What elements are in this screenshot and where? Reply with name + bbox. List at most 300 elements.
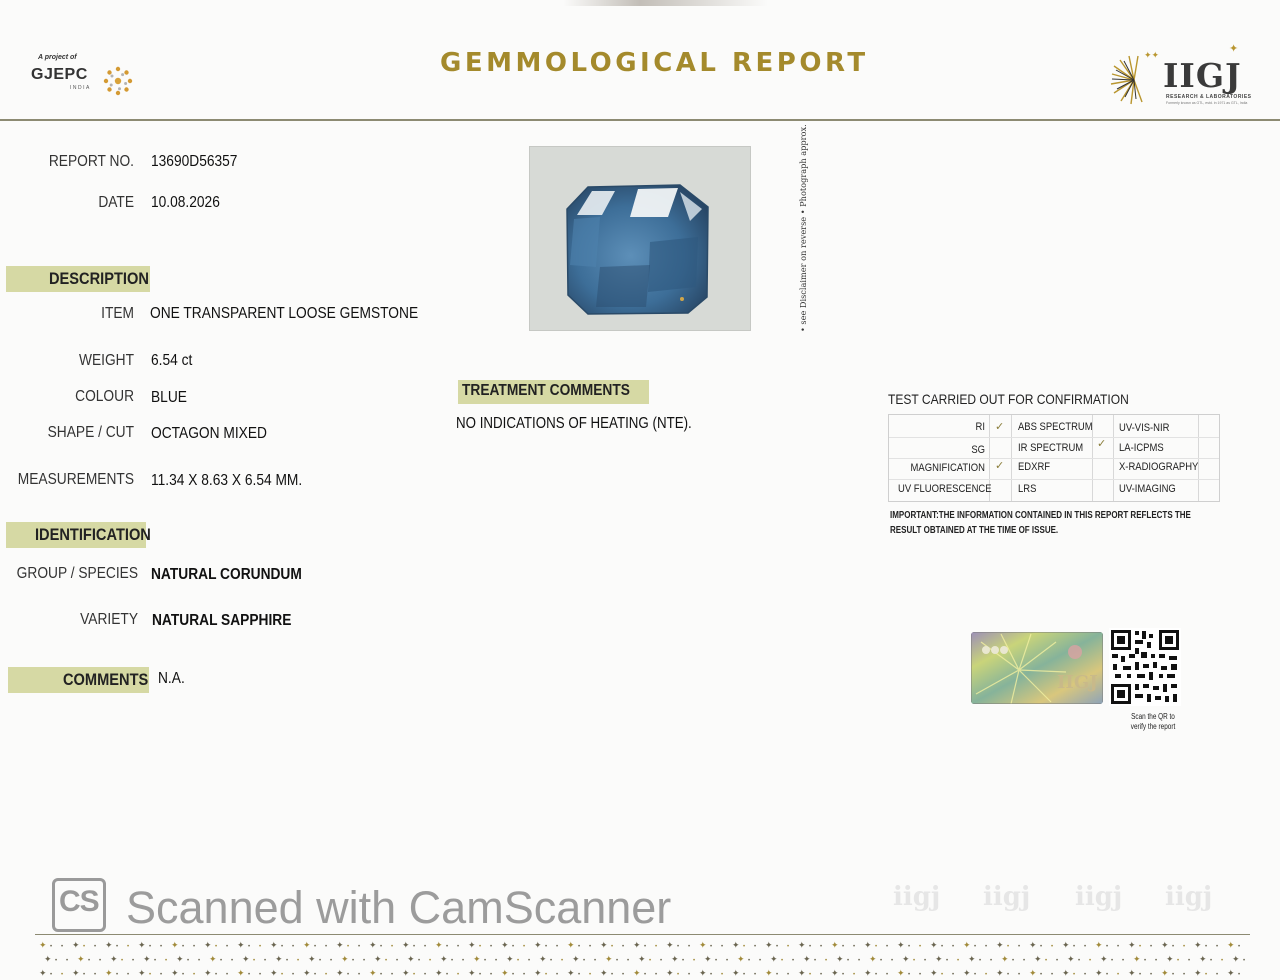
svg-text:✦: ✦	[1128, 940, 1136, 950]
svg-text:•: •	[457, 944, 460, 950]
svg-text:•: •	[1144, 958, 1147, 964]
test-uv-vis-nir: UV-VIS-NIR	[1119, 422, 1170, 434]
svg-text:•: •	[589, 944, 592, 950]
svg-text:✦: ✦	[341, 954, 349, 964]
svg-text:✦: ✦	[506, 954, 514, 964]
svg-text:✦: ✦	[699, 940, 707, 950]
svg-text:✦: ✦	[798, 940, 806, 950]
svg-text:•: •	[149, 972, 152, 978]
svg-text:✦: ✦	[402, 968, 410, 978]
svg-text:✦: ✦	[864, 968, 872, 978]
svg-text:•: •	[523, 944, 526, 950]
svg-text:✦: ✦	[1095, 968, 1103, 978]
svg-text:•: •	[985, 972, 988, 978]
svg-text:•: •	[1238, 944, 1241, 950]
svg-text:•: •	[908, 972, 911, 978]
svg-text:✦: ✦	[1232, 954, 1240, 964]
svg-text:•: •	[1040, 944, 1043, 950]
svg-text:•: •	[451, 958, 454, 964]
svg-text:•: •	[886, 972, 889, 978]
svg-text:•: •	[787, 972, 790, 978]
svg-text:•: •	[644, 944, 647, 950]
iigj-logo-icon	[1104, 48, 1164, 108]
svg-text:•: •	[418, 958, 421, 964]
svg-text:•: •	[292, 944, 295, 950]
svg-text:✦: ✦	[1133, 954, 1141, 964]
svg-text:•: •	[809, 972, 812, 978]
svg-text:•: •	[1051, 944, 1054, 950]
svg-text:•: •	[677, 944, 680, 950]
svg-text:•: •	[457, 972, 460, 978]
svg-text:✦: ✦	[567, 968, 575, 978]
footer-divider	[35, 934, 1250, 935]
svg-text:•: •	[1084, 944, 1087, 950]
svg-text:✦: ✦	[1199, 954, 1207, 964]
svg-text:•: •	[743, 944, 746, 950]
svg-text:•: •	[655, 944, 658, 950]
svg-text:•: •	[1150, 944, 1153, 950]
svg-text:•: •	[1210, 958, 1213, 964]
svg-text:•: •	[1040, 972, 1043, 978]
svg-text:•: •	[121, 958, 124, 964]
svg-text:•: •	[226, 944, 229, 950]
svg-text:✦: ✦	[176, 954, 184, 964]
gjepc-logo-text: GJEPC	[31, 66, 88, 83]
svg-text:✦: ✦	[369, 968, 377, 978]
svg-text:✦: ✦	[1161, 968, 1169, 978]
gjepc-tagline: A project of	[38, 54, 77, 61]
description-heading: DESCRIPTION	[6, 266, 150, 292]
svg-text:•: •	[479, 972, 482, 978]
svg-text:•: •	[215, 972, 218, 978]
svg-text:•: •	[787, 944, 790, 950]
tests-title: TEST CARRIED OUT FOR CONFIRMATION	[888, 391, 1129, 407]
svg-text:•: •	[578, 944, 581, 950]
svg-text:✦: ✦	[633, 940, 641, 950]
svg-text:•: •	[952, 972, 955, 978]
svg-text:✦: ✦	[1001, 954, 1009, 964]
svg-text:✦: ✦	[600, 968, 608, 978]
svg-text:•: •	[391, 944, 394, 950]
svg-text:•: •	[946, 958, 949, 964]
item-label: ITEM	[101, 305, 134, 322]
gjepc-logo-sub: INDIA	[70, 85, 91, 91]
watermark-logo: iigj	[893, 882, 941, 912]
svg-text:•: •	[424, 944, 427, 950]
svg-text:•: •	[814, 958, 817, 964]
svg-text:•: •	[347, 972, 350, 978]
test-magnification: MAGNIFICATION	[910, 462, 985, 474]
svg-text:•: •	[154, 958, 157, 964]
shape-cut-label: SHAPE / CUT	[47, 424, 135, 441]
svg-text:•: •	[924, 958, 927, 964]
svg-text:✦: ✦	[1128, 968, 1136, 978]
svg-text:•: •	[578, 972, 581, 978]
svg-text:✦: ✦	[699, 968, 707, 978]
svg-text:•: •	[259, 944, 262, 950]
watermark-logo: iigj	[1075, 882, 1123, 912]
svg-text:•: •	[259, 972, 262, 978]
svg-text:•: •	[1183, 972, 1186, 978]
colour-label: COLOUR	[75, 388, 134, 405]
qr-caption: Scan the QR to verify the report	[1130, 712, 1176, 731]
svg-text:✦: ✦	[275, 954, 283, 964]
svg-text:•: •	[583, 958, 586, 964]
colour-value: BLUE	[151, 389, 187, 406]
svg-text:•: •	[358, 944, 361, 950]
svg-text:•: •	[985, 944, 988, 950]
svg-text:•: •	[1221, 958, 1224, 964]
svg-text:•: •	[1111, 958, 1114, 964]
svg-text:•: •	[990, 958, 993, 964]
svg-text:•: •	[1177, 958, 1180, 964]
svg-text:✦: ✦	[237, 940, 245, 950]
svg-text:✦: ✦	[77, 954, 85, 964]
svg-text:•: •	[589, 972, 592, 978]
group-species-value: NATURAL CORUNDUM	[151, 566, 302, 583]
svg-text:•: •	[1122, 958, 1125, 964]
svg-text:•: •	[264, 958, 267, 964]
svg-text:•: •	[743, 972, 746, 978]
svg-text:•: •	[127, 944, 130, 950]
svg-text:✦: ✦	[534, 940, 542, 950]
test-uv-imaging: UV-IMAGING	[1119, 483, 1176, 495]
svg-text:•: •	[842, 944, 845, 950]
svg-text:•: •	[495, 958, 498, 964]
svg-text:•: •	[919, 972, 922, 978]
svg-text:✦: ✦	[1029, 968, 1037, 978]
svg-text:•: •	[1056, 958, 1059, 964]
test-sg: SG	[971, 444, 985, 456]
svg-text:•: •	[715, 958, 718, 964]
check-icon: ✓	[995, 421, 1005, 433]
svg-text:✦: ✦	[765, 968, 773, 978]
qr-code-icon[interactable]	[1109, 628, 1181, 706]
svg-text:•: •	[941, 944, 944, 950]
svg-text:•: •	[231, 958, 234, 964]
svg-text:•: •	[957, 958, 960, 964]
gjepc-logo-icon	[99, 62, 137, 100]
svg-text:•: •	[875, 944, 878, 950]
svg-text:•: •	[974, 944, 977, 950]
svg-text:✦: ✦	[831, 940, 839, 950]
svg-text:✦: ✦	[270, 940, 278, 950]
svg-text:✦: ✦	[204, 940, 212, 950]
gemstone-photo	[530, 147, 750, 330]
svg-text:•: •	[490, 972, 493, 978]
svg-text:✦: ✦	[572, 954, 580, 964]
svg-text:✦: ✦	[1166, 954, 1174, 964]
svg-text:✦: ✦	[303, 940, 311, 950]
svg-text:•: •	[1117, 944, 1120, 950]
test-uv-fluorescence: UV FLUORESCENCE	[898, 483, 992, 495]
svg-text:•: •	[616, 958, 619, 964]
svg-text:✦: ✦	[237, 968, 245, 978]
svg-text:✦: ✦	[968, 954, 976, 964]
svg-text:•: •	[94, 972, 97, 978]
svg-text:•: •	[820, 972, 823, 978]
svg-text:✦: ✦	[440, 954, 448, 964]
svg-text:✦: ✦	[374, 954, 382, 964]
svg-text:•: •	[913, 958, 916, 964]
svg-text:•: •	[297, 958, 300, 964]
svg-text:•: •	[61, 972, 64, 978]
svg-text:•: •	[50, 972, 53, 978]
svg-text:•: •	[193, 944, 196, 950]
iigj-logo-sub2: Formerly known as GTL, estd. in 1971 as GTL, India	[1166, 101, 1248, 105]
svg-text:•: •	[941, 972, 944, 978]
svg-text:•: •	[248, 944, 251, 950]
item-value: ONE TRANSPARENT LOOSE GEMSTONE	[150, 305, 419, 322]
svg-text:•: •	[99, 958, 102, 964]
svg-text:✦: ✦	[468, 968, 476, 978]
test-ri: RI	[975, 421, 985, 433]
svg-text:•: •	[611, 972, 614, 978]
variety-label: VARIETY	[80, 611, 138, 628]
svg-text:✦: ✦	[501, 940, 509, 950]
svg-text:•: •	[127, 972, 130, 978]
svg-text:•: •	[182, 944, 185, 950]
svg-text:•: •	[754, 972, 757, 978]
svg-text:✦: ✦	[539, 954, 547, 964]
svg-text:✦: ✦	[963, 968, 971, 978]
svg-text:•: •	[776, 972, 779, 978]
svg-text:•: •	[974, 972, 977, 978]
svg-text:•: •	[1139, 944, 1142, 950]
svg-text:✦: ✦	[770, 954, 778, 964]
svg-text:•: •	[512, 972, 515, 978]
date-value: 10.08.2026	[151, 194, 220, 211]
svg-text:✦: ✦	[468, 940, 476, 950]
svg-text:•: •	[396, 958, 399, 964]
svg-text:✦: ✦	[1029, 940, 1037, 950]
camscanner-icon: CS	[52, 878, 106, 932]
svg-text:•: •	[380, 972, 383, 978]
svg-text:✦: ✦	[44, 954, 52, 964]
svg-text:•: •	[1007, 944, 1010, 950]
svg-text:•: •	[649, 958, 652, 964]
svg-text:✦: ✦	[435, 940, 443, 950]
svg-text:•: •	[561, 958, 564, 964]
svg-text:•: •	[611, 944, 614, 950]
camscanner-text: Scanned with CamScanner	[126, 882, 672, 933]
svg-text:✦: ✦	[831, 968, 839, 978]
header-divider	[0, 119, 1280, 121]
svg-text:•: •	[853, 972, 856, 978]
weight-value: 6.54 ct	[151, 352, 193, 369]
svg-text:•: •	[721, 972, 724, 978]
svg-text:•: •	[193, 972, 196, 978]
svg-text:•: •	[1117, 972, 1120, 978]
svg-text:•: •	[61, 944, 64, 950]
svg-text:✦: ✦	[1194, 968, 1202, 978]
svg-text:✦: ✦	[836, 954, 844, 964]
svg-text:✦: ✦	[402, 940, 410, 950]
svg-text:•: •	[314, 972, 317, 978]
test-la-icpms: LA-ICPMS	[1119, 442, 1164, 454]
svg-text:•: •	[132, 958, 135, 964]
svg-text:•: •	[556, 944, 559, 950]
svg-text:•: •	[314, 944, 317, 950]
shape-cut-value: OCTAGON MIXED	[151, 425, 267, 442]
svg-text:✦: ✦	[204, 968, 212, 978]
svg-text:✦: ✦	[798, 968, 806, 978]
svg-text:✦: ✦	[138, 940, 146, 950]
svg-text:•: •	[1018, 972, 1021, 978]
svg-text:•: •	[545, 972, 548, 978]
variety-value: NATURAL SAPPHIRE	[152, 612, 292, 629]
svg-text:•: •	[1073, 944, 1076, 950]
svg-text:•: •	[1023, 958, 1026, 964]
svg-text:✦: ✦	[336, 940, 344, 950]
treatment-comments-heading: TREATMENT COMMENTS	[458, 380, 649, 404]
decorative-border	[35, 938, 1250, 980]
svg-text:✦: ✦	[534, 968, 542, 978]
svg-text:•: •	[908, 944, 911, 950]
svg-text:•: •	[754, 944, 757, 950]
iigj-star-icon: ✦	[1229, 43, 1239, 55]
measurements-value: 11.34 X 8.63 X 6.54 MM.	[151, 472, 303, 489]
svg-text:•: •	[1018, 944, 1021, 950]
svg-text:•: •	[281, 944, 284, 950]
test-abs-spectrum: ABS SPECTRUM	[1018, 421, 1093, 433]
identification-heading: IDENTIFICATION	[6, 522, 146, 548]
svg-text:•: •	[165, 958, 168, 964]
date-label: DATE	[98, 194, 134, 211]
svg-text:✦: ✦	[171, 968, 179, 978]
svg-text:✦: ✦	[1062, 968, 1070, 978]
svg-text:✦: ✦	[303, 968, 311, 978]
svg-text:✦: ✦	[605, 954, 613, 964]
svg-text:✦: ✦	[72, 968, 80, 978]
svg-text:✦: ✦	[666, 968, 674, 978]
svg-text:•: •	[550, 958, 553, 964]
treatment-comments-value: NO INDICATIONS OF HEATING (NTE).	[456, 415, 692, 432]
weight-label: WEIGHT	[78, 352, 134, 369]
hologram-icon	[971, 632, 1103, 704]
svg-text:•: •	[688, 972, 691, 978]
svg-text:✦: ✦	[996, 940, 1004, 950]
svg-text:•: •	[655, 972, 658, 978]
svg-text:•: •	[160, 944, 163, 950]
report-title: GEMMOLOGICAL REPORT	[440, 48, 869, 78]
svg-text:•: •	[319, 958, 322, 964]
svg-text:✦: ✦	[704, 954, 712, 964]
svg-text:•: •	[528, 958, 531, 964]
svg-text:•: •	[1106, 972, 1109, 978]
svg-text:•: •	[644, 972, 647, 978]
svg-text:•: •	[880, 958, 883, 964]
svg-text:✦: ✦	[567, 940, 575, 950]
svg-text:•: •	[413, 944, 416, 950]
svg-text:•: •	[710, 972, 713, 978]
svg-text:•: •	[94, 944, 97, 950]
svg-text:✦: ✦	[897, 940, 905, 950]
check-icon: ✓	[1097, 438, 1107, 450]
svg-text:•: •	[83, 972, 86, 978]
top-edge	[0, 0, 1280, 6]
svg-text:✦: ✦	[666, 940, 674, 950]
svg-text:✦: ✦	[1161, 940, 1169, 950]
svg-text:•: •	[1051, 972, 1054, 978]
svg-text:•: •	[919, 944, 922, 950]
svg-text:•: •	[83, 944, 86, 950]
svg-text:•: •	[759, 958, 762, 964]
svg-text:✦: ✦	[1227, 940, 1235, 950]
svg-text:✦: ✦	[869, 954, 877, 964]
watermark-logo: iigj	[1165, 882, 1213, 912]
svg-text:•: •	[1084, 972, 1087, 978]
svg-text:•: •	[688, 944, 691, 950]
svg-text:•: •	[187, 958, 190, 964]
svg-text:•: •	[847, 958, 850, 964]
svg-text:•: •	[226, 972, 229, 978]
svg-text:•: •	[160, 972, 163, 978]
svg-text:•: •	[809, 944, 812, 950]
svg-text:•: •	[429, 958, 432, 964]
svg-text:•: •	[792, 958, 795, 964]
svg-text:✦: ✦	[930, 968, 938, 978]
svg-text:•: •	[1172, 944, 1175, 950]
svg-text:✦: ✦	[737, 954, 745, 964]
report-no-value: 13690D56357	[151, 153, 238, 170]
svg-text:•: •	[490, 944, 493, 950]
svg-text:•: •	[347, 944, 350, 950]
svg-text:•: •	[1183, 944, 1186, 950]
svg-text:•: •	[116, 972, 119, 978]
svg-text:•: •	[842, 972, 845, 978]
svg-text:•: •	[286, 958, 289, 964]
test-ir-spectrum: IR SPECTRUM	[1018, 442, 1084, 454]
photo-disclaimer-note: • see Disclaimer on reverse • Photograph approx.	[798, 124, 808, 332]
svg-text:•: •	[385, 958, 388, 964]
svg-text:•: •	[462, 958, 465, 964]
svg-text:✦: ✦	[1062, 940, 1070, 950]
svg-text:•: •	[594, 958, 597, 964]
svg-text:•: •	[1216, 944, 1219, 950]
iigj-logo-sub: RESEARCH & LABORATORIES	[1166, 94, 1252, 100]
svg-text:✦: ✦	[638, 954, 646, 964]
svg-text:✦: ✦	[242, 954, 250, 964]
comments-value: N.A.	[158, 670, 185, 687]
svg-text:✦: ✦	[897, 968, 905, 978]
svg-text:✦: ✦	[935, 954, 943, 964]
svg-text:•: •	[979, 958, 982, 964]
iigj-logo-text: IIGJ	[1163, 56, 1242, 95]
svg-text:✦: ✦	[39, 968, 47, 978]
report-no-label: REPORT NO.	[48, 153, 134, 170]
svg-text:•: •	[1205, 972, 1208, 978]
svg-text:•: •	[1078, 958, 1081, 964]
svg-text:•: •	[325, 972, 328, 978]
svg-text:•: •	[292, 972, 295, 978]
svg-text:✦: ✦	[600, 940, 608, 950]
svg-text:•: •	[891, 958, 894, 964]
svg-text:•: •	[1216, 972, 1219, 978]
svg-text:•: •	[622, 944, 625, 950]
svg-text:•: •	[248, 972, 251, 978]
svg-text:•: •	[1007, 972, 1010, 978]
svg-text:•: •	[363, 958, 366, 964]
svg-text:•: •	[116, 944, 119, 950]
svg-text:•: •	[512, 944, 515, 950]
svg-text:✦: ✦	[105, 940, 113, 950]
svg-text:•: •	[479, 944, 482, 950]
svg-text:•: •	[380, 944, 383, 950]
svg-text:•: •	[776, 944, 779, 950]
svg-text:✦: ✦	[105, 968, 113, 978]
svg-text:•: •	[682, 958, 685, 964]
